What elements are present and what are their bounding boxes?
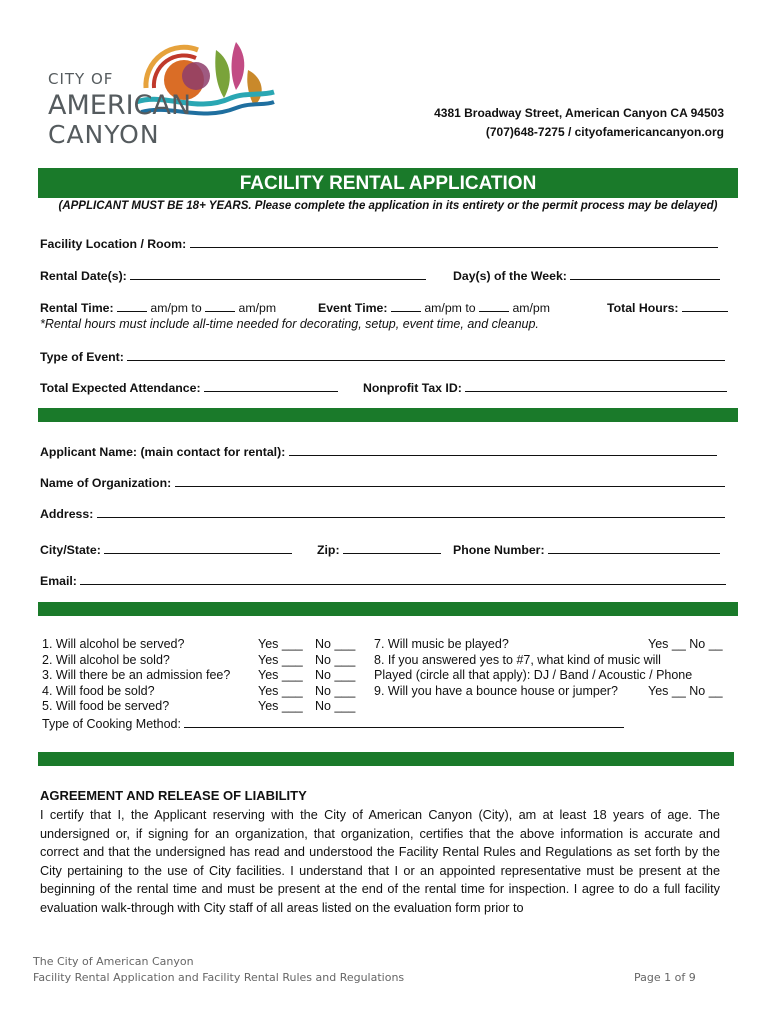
email-field[interactable] xyxy=(40,573,726,589)
page-number: Page 1 of 9 xyxy=(634,971,696,984)
yes-option[interactable]: Yes ___ xyxy=(258,637,303,651)
total-hours-line[interactable] xyxy=(682,300,728,312)
event-type-label: Type of Event: xyxy=(40,350,124,364)
question-text: 1. Will alcohol be served? xyxy=(42,637,185,651)
rental-time-field[interactable] xyxy=(40,300,276,316)
no-option[interactable]: No ___ xyxy=(315,652,356,667)
rental-ampm-to: am/pm to xyxy=(150,301,202,315)
rental-time-start-line[interactable] xyxy=(117,300,147,312)
facility-label: Facility Location / Room: xyxy=(40,237,187,251)
event-ampm: am/pm xyxy=(512,301,551,315)
cooking-method-line[interactable] xyxy=(184,716,624,728)
event-time-field[interactable] xyxy=(318,300,550,316)
rental-dates-field[interactable] xyxy=(40,268,426,284)
rental-dates-line[interactable] xyxy=(130,268,426,280)
city-logo xyxy=(48,40,273,150)
city-state-label: City/State: xyxy=(40,543,101,557)
contact-line: (707)648-7275 / cityofamericancanyon.org xyxy=(485,125,724,139)
footer-doc-title: Facility Rental Application and Facility Rental Rules and Regulations xyxy=(33,971,405,984)
zip-label: Zip: xyxy=(317,543,340,557)
phone-field[interactable] xyxy=(453,542,720,558)
nonprofit-field[interactable] xyxy=(363,380,727,396)
address-line: 4381 Broadway Street, American Canyon CA 94503 xyxy=(434,106,724,120)
yes-option[interactable]: Yes ___ xyxy=(258,683,303,698)
question-row[interactable] xyxy=(42,668,362,684)
applicant-field[interactable] xyxy=(40,444,717,460)
cooking-method-label: Type of Cooking Method: xyxy=(42,717,181,731)
no-option[interactable]: No ___ xyxy=(315,637,356,651)
rental-time-end-line[interactable] xyxy=(205,300,235,312)
zip-field[interactable] xyxy=(317,542,441,558)
no-option[interactable]: No ___ xyxy=(315,668,356,682)
questions-right xyxy=(374,637,734,699)
question-text: 3. Will there be an admission fee? xyxy=(42,668,231,682)
yes-option[interactable]: Yes ___ xyxy=(258,652,303,667)
bounce-house-question[interactable] xyxy=(374,684,734,700)
logo-line3: CANYON xyxy=(48,120,160,149)
phone-line[interactable] xyxy=(548,542,720,554)
organization-line[interactable] xyxy=(175,475,725,487)
rental-hours-note: *Rental hours must include all-time needed for decorating, setup, event time, and cleanup. xyxy=(40,317,539,331)
facility-field[interactable] xyxy=(40,236,718,252)
agreement-title: AGREEMENT AND RELEASE OF LIABILITY xyxy=(40,788,307,803)
question-text: 4. Will food be sold? xyxy=(42,683,155,698)
attendance-label: Total Expected Attendance: xyxy=(40,381,201,395)
attendance-field[interactable] xyxy=(40,380,338,396)
email-label: Email: xyxy=(40,574,77,588)
phone-label: Phone Number: xyxy=(453,543,545,557)
applicant-label: Applicant Name: (main contact for rental): xyxy=(40,445,286,459)
nonprofit-label: Nonprofit Tax ID: xyxy=(363,381,462,395)
facility-line[interactable] xyxy=(190,236,718,248)
attendance-line[interactable] xyxy=(204,380,338,392)
yes-option[interactable]: Yes ___ xyxy=(258,699,303,713)
rental-dates-label: Rental Date(s): xyxy=(40,269,127,283)
form-subtitle: (APPLICANT MUST BE 18+ YEARS. Please complete the application in its entirety or the permit process may be delayed) xyxy=(58,200,718,212)
event-time-label: Event Time: xyxy=(318,301,388,315)
question-text: 2. Will alcohol be sold? xyxy=(42,652,170,667)
city-state-line[interactable] xyxy=(104,542,292,554)
organization-label: Name of Organization: xyxy=(40,476,172,490)
nonprofit-line[interactable] xyxy=(465,380,727,392)
address-field[interactable] xyxy=(40,506,725,522)
days-of-week-line[interactable] xyxy=(570,268,720,280)
logo-line2: AMERICAN xyxy=(48,90,192,121)
total-hours-label: Total Hours: xyxy=(607,301,679,315)
zip-line[interactable] xyxy=(343,542,441,554)
music-type-question: 8. If you answered yes to #7, what kind of music will xyxy=(374,652,661,667)
event-type-line[interactable] xyxy=(127,349,725,361)
question-row[interactable] xyxy=(42,637,362,653)
event-type-field[interactable] xyxy=(40,349,725,365)
days-of-week-field[interactable] xyxy=(453,268,720,284)
question-row[interactable] xyxy=(42,653,362,669)
total-hours-field[interactable] xyxy=(607,300,728,316)
bounce-house-text: 9. Will you have a bounce house or jumper? xyxy=(374,683,618,698)
cooking-method-field[interactable] xyxy=(42,716,624,733)
question-row[interactable] xyxy=(42,684,362,700)
questions-left xyxy=(42,637,362,715)
city-state-field[interactable] xyxy=(40,542,292,558)
organization-field[interactable] xyxy=(40,475,725,491)
music-yes-no[interactable]: Yes __ No __ xyxy=(648,637,723,651)
agreement-body: I certify that I, the Applicant reserving with the City of American Canyon (City), am at least 18 years of age. The undersigned or, if signing for an organization, that organization, certifies that the above information is accurate and correct and that the undersigned has read and understood the Facility Rental Rules and Regulations as set forth by the City pertaining to the use of City facilities. I understand that I or an appointed representative must be present at the beginning of the rental time and must be present at the end of the rental time for inspection. I agree to do a full facility evaluation walk-through with City staff of all areas listed on the evaluation form prior to xyxy=(40,808,720,915)
question-text: 5. Will food be served? xyxy=(42,699,170,713)
no-option[interactable]: No ___ xyxy=(315,683,356,698)
logo-line1: CITY OF xyxy=(48,70,114,88)
rental-ampm: am/pm xyxy=(238,301,277,315)
music-question-text: 7. Will music be played? xyxy=(374,637,509,651)
event-ampm-to: am/pm to xyxy=(424,301,476,315)
address-line-input[interactable] xyxy=(97,506,725,518)
email-line[interactable] xyxy=(80,573,726,585)
event-time-start-line[interactable] xyxy=(391,300,421,312)
address-label: Address: xyxy=(40,507,94,521)
rental-time-label: Rental Time: xyxy=(40,301,114,315)
applicant-line[interactable] xyxy=(289,444,717,456)
yes-option[interactable]: Yes ___ xyxy=(258,668,303,682)
footer-org: The City of American Canyon xyxy=(33,955,194,968)
form-title: FACILITY RENTAL APPLICATION xyxy=(38,168,738,198)
section-divider-1 xyxy=(38,408,738,422)
question-row[interactable] xyxy=(42,699,362,715)
no-option[interactable]: No ___ xyxy=(315,699,356,713)
event-time-end-line[interactable] xyxy=(479,300,509,312)
section-divider-3 xyxy=(38,752,734,766)
bounce-yes-no[interactable]: Yes __ No __ xyxy=(648,683,723,698)
section-divider-2 xyxy=(38,602,738,616)
music-type-options[interactable]: Played (circle all that apply): DJ / Band / Acoustic / Phone xyxy=(374,668,693,682)
days-of-week-label: Day(s) of the Week: xyxy=(453,269,567,283)
music-question[interactable] xyxy=(374,637,734,653)
